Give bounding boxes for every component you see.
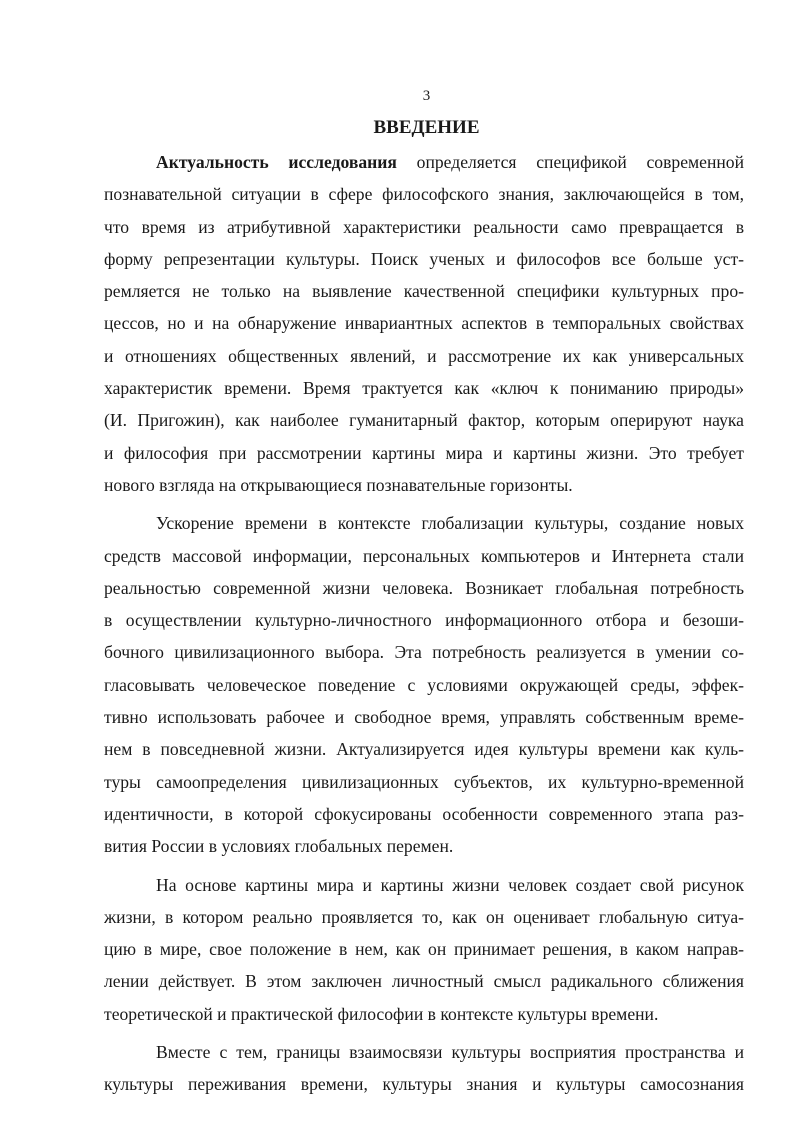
page-number: 3: [422, 88, 431, 104]
text-line: вития России в условиях глобальных перемен.: [104, 836, 454, 857]
text-line: идентичности, в которой сфокусированы особенности современного этапа раз-: [104, 803, 744, 824]
paragraph-4: [104, 1036, 744, 1101]
text-line: На основе картины мира и картины жизни человек создает свой рисунок: [156, 874, 744, 895]
text-line: жизни, в котором реально проявляется то, как он оценивает глобальную ситуа-: [104, 906, 744, 927]
text-line: гласовывать человеческое поведение с условиями окружающей среды, эффек-: [104, 674, 744, 695]
text-line: реальностью современной жизни человека. Возникает глобальная потребность: [104, 577, 744, 598]
text-line: лении действует. В этом заключен личностный смысл радикального сближения: [104, 971, 744, 992]
text-line: форму репрезентации культуры. Поиск ученых и философов все больше уст-: [104, 248, 744, 269]
body-text: [104, 146, 744, 1101]
text-line: Ускорение времени в контексте глобализации культуры, создание новых: [156, 513, 744, 534]
text-line: характеристик времени. Время трактуется как «ключ к пониманию природы»: [104, 378, 744, 399]
text-line: что время из атрибутивной характеристики реальности само превращается в: [104, 216, 744, 237]
text-line: (И. Пригожин), как наиболее гуманитарный фактор, которым оперируют наука: [104, 410, 744, 431]
text-line: бочного цивилизационного выбора. Эта потребность реализуется в умении со-: [104, 642, 744, 663]
text-line: познавательной ситуации в сфере философского знания, заключающейся в том,: [104, 184, 744, 205]
text-line: культуры переживания времени, культуры знания и культуры самосознания: [104, 1074, 744, 1095]
paragraph-1: [104, 146, 744, 501]
text-line: Вместе с тем, границы взаимосвязи культуры восприятия пространства и: [156, 1042, 744, 1063]
section-title: ВВЕДЕНИЕ: [373, 117, 480, 138]
text-line: и отношениях общественных явлений, и рассмотрение их как универсальных: [104, 345, 744, 366]
text-line: туры самоопределения цивилизационных субъектов, их культурно-временной: [104, 771, 744, 792]
text-line: средств массовой информации, персональных компьютеров и Интернета стали: [104, 545, 744, 566]
text-line: в осуществлении культурно-личностного информационного отбора и безоши-: [104, 610, 744, 631]
text-line: нем в повседневной жизни. Актуализируется идея культуры времени как куль-: [104, 739, 744, 760]
paragraph-2: [104, 507, 744, 862]
text-line: и философия при рассмотрении картины мира и картины жизни. Это требует: [104, 442, 744, 463]
text-line: тивно использовать рабочее и свободное время, управлять собственным време-: [104, 707, 744, 728]
text-line: цию в мире, свое положение в нем, как он принимает решения, в каком направ-: [104, 939, 744, 960]
text-line: теоретической и практической философии в контексте культуры времени.: [104, 1003, 659, 1024]
text-line: ремляется не только на выявление качественной специфики культурных про-: [104, 281, 744, 302]
text-line: нового взгляда на открывающиеся познавательные горизонты.: [104, 474, 573, 495]
text-line: Актуальность исследования определяется спецификой современной: [156, 152, 744, 172]
text-line: цессов, но и на обнаружение инвариантных аспектов в темпоральных свойствах: [104, 313, 744, 334]
bold-lead: Актуальность исследования: [156, 152, 397, 172]
paragraph-3: [104, 869, 744, 1030]
